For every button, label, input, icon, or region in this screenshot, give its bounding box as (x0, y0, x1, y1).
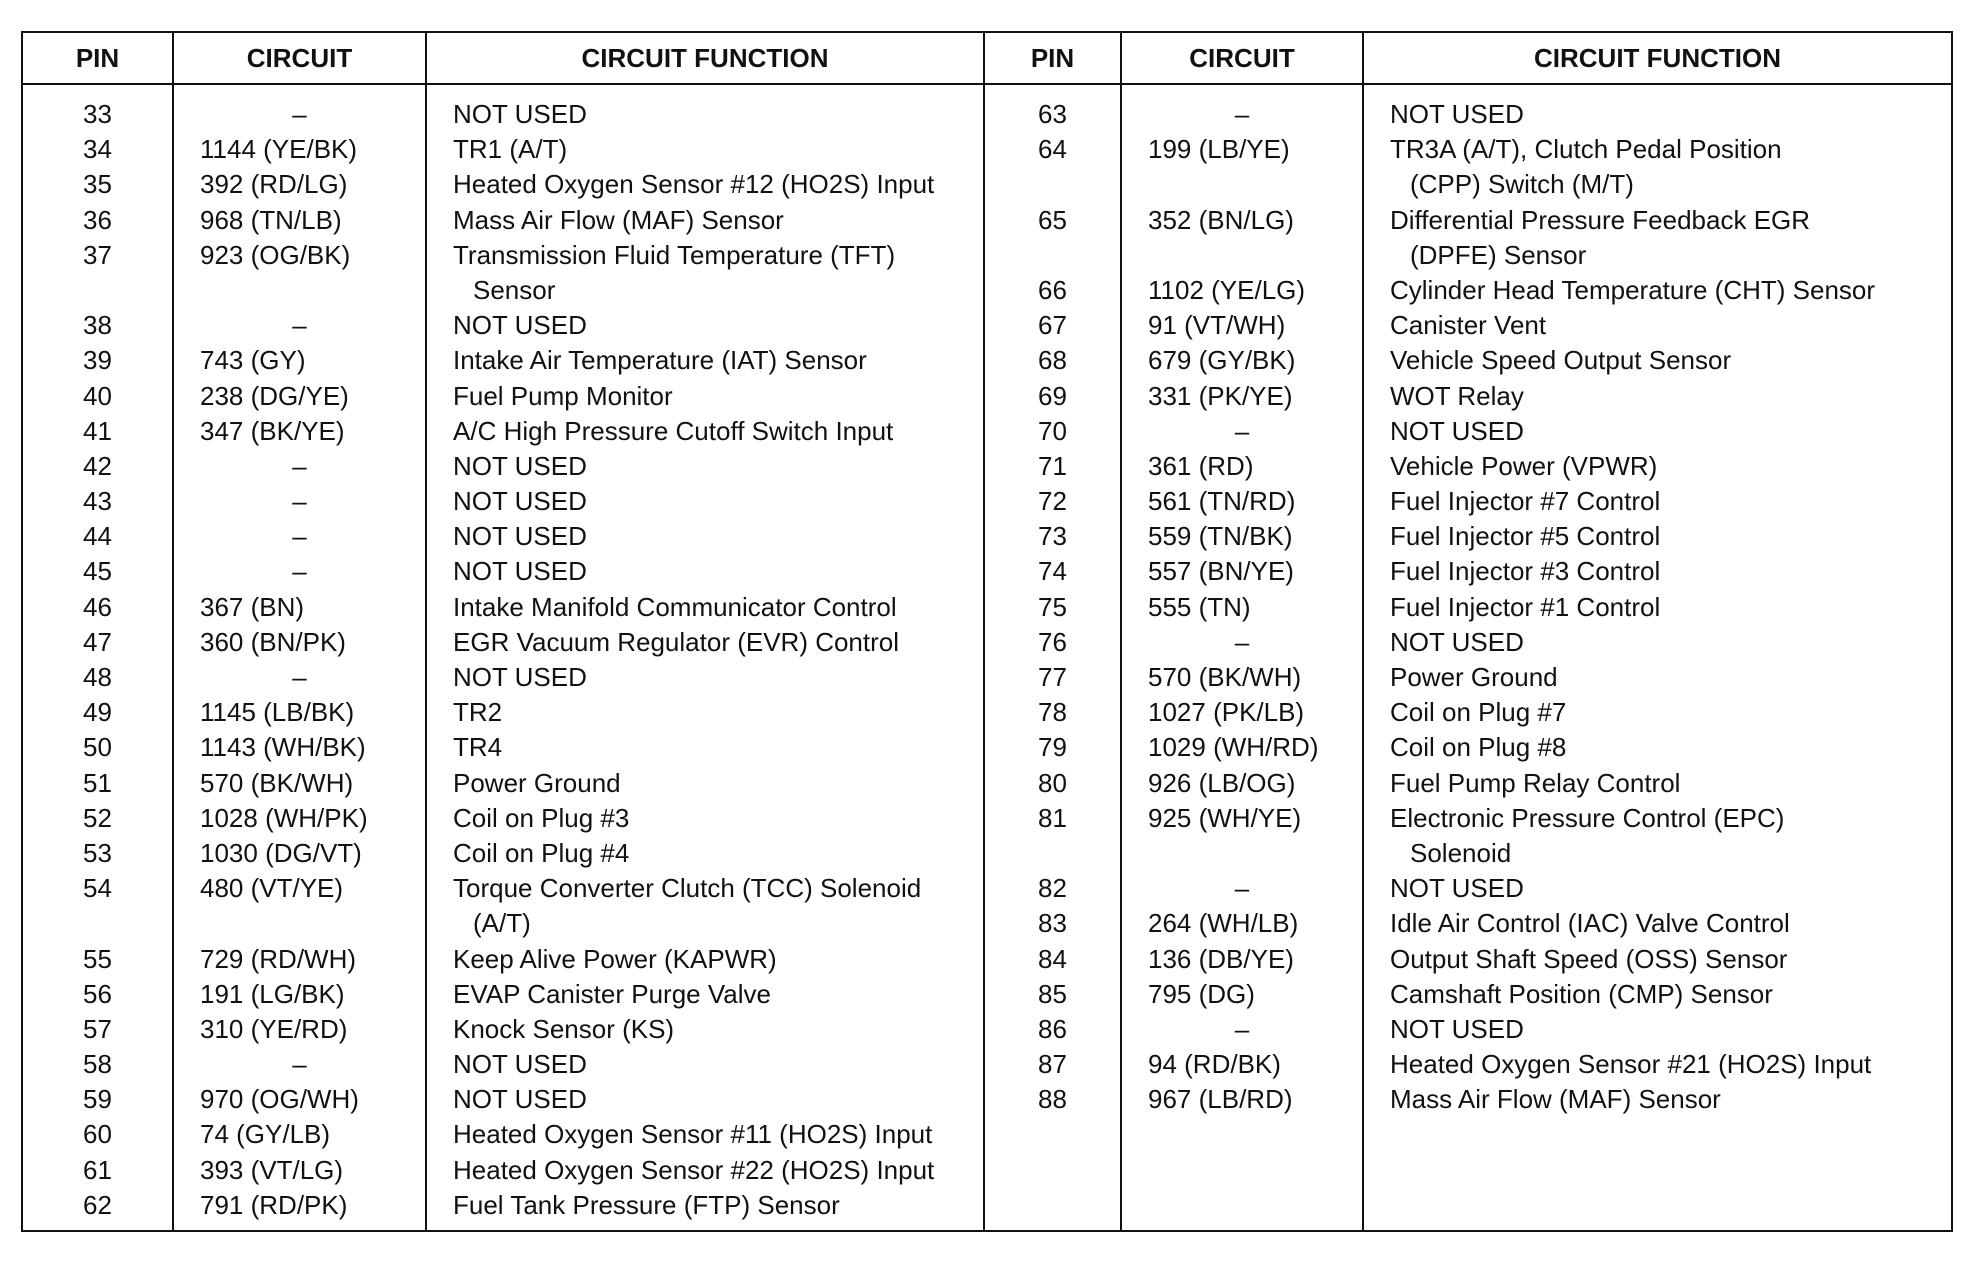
circuit-code: 136 (DB/YE) (1148, 943, 1294, 974)
pin-number: 65 (1038, 204, 1067, 235)
circuit-function: Fuel Injector #7 Control (1390, 486, 1661, 517)
circuit-function: Output Shaft Speed (OSS) Sensor (1390, 943, 1788, 974)
circuit-function: TR4 (453, 732, 503, 763)
circuit-function: TR3A (A/T), Clutch Pedal Position (1390, 134, 1782, 165)
circuit-code: 923 (OG/BK) (200, 239, 351, 270)
circuit-code: 238 (DG/YE) (200, 380, 349, 411)
circuit-code: 1030 (DG/VT) (200, 837, 362, 868)
circuit-code: 1029 (WH/RD) (1148, 732, 1319, 763)
pin-number: 41 (83, 415, 112, 446)
left-pin-column (22, 84, 173, 1231)
circuit-code: 1102 (YE/LG) (1148, 274, 1306, 305)
pin-number: 36 (83, 204, 112, 235)
pin-number: 79 (1038, 732, 1067, 763)
circuit-function: Vehicle Speed Output Sensor (1390, 345, 1732, 376)
pin-number: 55 (83, 943, 112, 974)
right-pin-column (984, 84, 1121, 1231)
circuit-code: – (1234, 99, 1250, 129)
spacer (985, 167, 1120, 202)
circuit-function: Fuel Pump Monitor (453, 380, 673, 411)
pin-number: 48 (83, 662, 112, 692)
circuit-function: NOT USED (453, 662, 587, 692)
circuit-function: Idle Air Control (IAC) Valve Control (1390, 908, 1790, 939)
pin-number: 51 (83, 767, 112, 798)
circuit-function: NOT USED (1390, 99, 1524, 129)
pin-number: 40 (83, 380, 112, 411)
pin-number: 70 (1038, 415, 1067, 446)
circuit-code: – (292, 662, 307, 692)
pin-number: 43 (83, 486, 112, 517)
circuit-code: 925 (WH/YE) (1148, 802, 1302, 833)
circuit-function: Heated Oxygen Sensor #12 (HO2S) Input (453, 169, 935, 200)
circuit-function: EGR Vacuum Regulator (EVR) Control (453, 626, 900, 657)
circuit-function: (CPP) Switch (M/T) (1410, 169, 1634, 200)
circuit-function: Canister Vent (1390, 310, 1547, 341)
circuit-code: 1145 (LB/BK) (200, 697, 355, 728)
circuit-code: 679 (GY/BK) (1148, 345, 1296, 376)
circuit-code: – (292, 1049, 307, 1080)
pin-number: 53 (83, 837, 112, 868)
spacer (23, 273, 172, 308)
circuit-code: 729 (RD/WH) (200, 943, 357, 974)
pin-number: 50 (83, 732, 112, 763)
circuit-code: 1143 (WH/BK) (200, 732, 366, 763)
circuit-function: Knock Sensor (KS) (453, 1013, 675, 1044)
pin-number: 74 (1038, 556, 1067, 587)
pin-number: 33 (83, 99, 112, 129)
circuit-function: Differential Pressure Feedback EGR (1390, 204, 1811, 235)
circuit-code: 570 (BK/WH) (200, 767, 354, 798)
header-row (22, 32, 1952, 84)
circuit-function: A/C High Pressure Cutoff Switch Input (453, 415, 894, 446)
circuit-code: – (292, 486, 307, 517)
circuit-code: 1027 (PK/LB) (1148, 697, 1305, 728)
pin-number: 76 (1038, 626, 1067, 657)
circuit-code: 791 (RD/PK) (200, 1189, 348, 1220)
circuit-code: – (1234, 626, 1250, 657)
circuit-function: NOT USED (1390, 626, 1524, 657)
pin-number: 57 (83, 1013, 112, 1044)
circuit-code: 367 (BN) (200, 591, 305, 622)
pin-number: 73 (1038, 521, 1067, 552)
pin-number: 38 (83, 310, 112, 341)
header-circuit-right: CIRCUIT (1121, 32, 1363, 84)
circuit-function: Fuel Pump Relay Control (1390, 767, 1681, 798)
pin-number: 64 (1038, 134, 1067, 165)
circuit-code: – (1234, 873, 1250, 904)
circuit-code: 360 (BN/PK) (200, 626, 346, 657)
spacer (1122, 167, 1362, 202)
pin-number: 47 (83, 626, 112, 657)
circuit-code: 743 (GY) (200, 345, 306, 376)
circuit-function: NOT USED (453, 556, 587, 587)
spacer (985, 238, 1120, 273)
circuit-function: (DPFE) Sensor (1410, 239, 1587, 270)
circuit-function: Keep Alive Power (KAPWR) (453, 943, 777, 974)
left-function-column (426, 84, 984, 1231)
circuit-function: Fuel Injector #3 Control (1390, 556, 1661, 587)
pin-number: 72 (1038, 486, 1067, 517)
circuit-function: Torque Converter Clutch (TCC) Solenoid (453, 873, 922, 904)
pin-number: 60 (83, 1119, 112, 1150)
pin-number: 62 (83, 1189, 112, 1220)
circuit-function: Fuel Injector #1 Control (1390, 591, 1661, 622)
circuit-code: 1144 (YE/BK) (200, 134, 358, 165)
circuit-code: – (292, 556, 307, 587)
spacer (1122, 836, 1362, 871)
circuit-function: NOT USED (453, 1084, 587, 1115)
circuit-function: Intake Manifold Communicator Control (453, 591, 897, 622)
left-circuit-column (173, 84, 426, 1231)
spacer (23, 906, 172, 941)
circuit-code: 264 (WH/LB) (1148, 908, 1299, 939)
circuit-function: Coil on Plug #4 (453, 837, 630, 868)
circuit-code: – (292, 310, 307, 341)
circuit-function: Coil on Plug #3 (453, 802, 630, 833)
header-pin-left: PIN (22, 32, 173, 84)
circuit-function: Solenoid (1410, 837, 1512, 868)
header-circuit-left: CIRCUIT (173, 32, 426, 84)
pin-number: 46 (83, 591, 112, 622)
circuit-function: NOT USED (453, 486, 587, 517)
circuit-function: NOT USED (453, 99, 587, 129)
circuit-function: Mass Air Flow (MAF) Sensor (453, 204, 784, 235)
circuit-code: 795 (DG) (1148, 978, 1255, 1009)
circuit-code: 347 (BK/YE) (200, 415, 345, 446)
pin-number: 63 (1038, 99, 1067, 129)
pin-number: 44 (83, 521, 112, 552)
circuit-code: 570 (BK/WH) (1148, 662, 1302, 692)
circuit-code: 392 (RD/LG) (200, 169, 348, 200)
circuit-function: Mass Air Flow (MAF) Sensor (1390, 1084, 1721, 1115)
circuit-code: 970 (OG/WH) (200, 1084, 359, 1115)
circuit-function: Camshaft Position (CMP) Sensor (1390, 978, 1773, 1009)
pin-number: 83 (1038, 908, 1067, 939)
circuit-function: Fuel Tank Pressure (FTP) Sensor (453, 1189, 840, 1220)
circuit-function: Transmission Fluid Temperature (TFT) (453, 239, 896, 270)
circuit-function: NOT USED (1390, 1013, 1524, 1044)
circuit-function: TR2 (453, 697, 503, 728)
pin-number: 67 (1038, 310, 1067, 341)
pin-number: 54 (83, 873, 112, 904)
pin-number: 87 (1038, 1049, 1067, 1080)
circuit-code: 191 (LG/BK) (200, 978, 345, 1009)
circuit-function: Intake Air Temperature (IAT) Sensor (453, 345, 867, 376)
circuit-function: Sensor (473, 274, 556, 305)
pin-number: 84 (1038, 943, 1067, 974)
pin-number: 68 (1038, 345, 1067, 376)
circuit-code: 352 (BN/LG) (1148, 204, 1294, 235)
circuit-function: Coil on Plug #8 (1390, 732, 1567, 763)
pin-number: 39 (83, 345, 112, 376)
circuit-function: WOT Relay (1390, 380, 1524, 411)
right-function-column (1363, 84, 1952, 1231)
spacer (174, 273, 425, 308)
circuit-code: 331 (PK/YE) (1148, 380, 1293, 411)
circuit-code: 555 (TN) (1148, 591, 1251, 622)
pin-number: 56 (83, 978, 112, 1009)
circuit-code: 91 (VT/WH) (1148, 310, 1286, 341)
circuit-function: EVAP Canister Purge Valve (453, 978, 771, 1009)
pin-number: 77 (1038, 662, 1067, 692)
circuit-code: 310 (YE/RD) (200, 1013, 348, 1044)
circuit-function: Electronic Pressure Control (EPC) (1390, 802, 1785, 833)
circuit-function: NOT USED (453, 450, 587, 481)
circuit-code: 561 (TN/RD) (1148, 486, 1296, 517)
header-function-right: CIRCUIT FUNCTION (1363, 32, 1952, 84)
spacer (1122, 238, 1362, 273)
header-pin-right: PIN (984, 32, 1121, 84)
pin-number: 37 (83, 239, 112, 270)
right-circuit-column (1121, 84, 1363, 1231)
circuit-function: Cylinder Head Temperature (CHT) Sensor (1390, 274, 1876, 305)
circuit-function: Coil on Plug #7 (1390, 697, 1567, 728)
pin-number: 59 (83, 1084, 112, 1115)
circuit-function: Heated Oxygen Sensor #22 (HO2S) Input (453, 1154, 935, 1185)
circuit-code: 926 (LB/OG) (1148, 767, 1296, 798)
circuit-function: TR1 (A/T) (453, 134, 568, 165)
pin-number: 78 (1038, 697, 1067, 728)
pin-number: 71 (1038, 450, 1067, 481)
pin-number: 34 (83, 134, 112, 165)
circuit-function: Heated Oxygen Sensor #11 (HO2S) Input (453, 1119, 933, 1150)
pin-number: 35 (83, 169, 112, 200)
circuit-code: – (292, 99, 307, 129)
pin-number: 80 (1038, 767, 1067, 798)
pin-number: 69 (1038, 380, 1067, 411)
circuit-code: 199 (LB/YE) (1148, 134, 1290, 165)
circuit-function: NOT USED (453, 521, 587, 552)
pin-number: 52 (83, 802, 112, 833)
circuit-function: (A/T) (473, 908, 531, 939)
pin-number: 49 (83, 697, 112, 728)
pin-circuit-table (21, 31, 1953, 1232)
circuit-code: 559 (TN/BK) (1148, 521, 1293, 552)
circuit-function: NOT USED (453, 1049, 587, 1080)
circuit-code: 94 (RD/BK) (1148, 1049, 1281, 1080)
circuit-code: 480 (VT/YE) (200, 873, 344, 904)
circuit-function: Fuel Injector #5 Control (1390, 521, 1661, 552)
pin-number: 45 (83, 556, 112, 587)
circuit-code: 967 (LB/RD) (1148, 1084, 1293, 1115)
circuit-function: Power Ground (453, 767, 621, 798)
circuit-function: Vehicle Power (VPWR) (1390, 450, 1658, 481)
circuit-code: – (1234, 1013, 1250, 1044)
pin-number: 81 (1038, 802, 1067, 833)
spacer (174, 906, 425, 941)
pin-number: 75 (1038, 591, 1067, 622)
circuit-function: Heated Oxygen Sensor #21 (HO2S) Input (1390, 1049, 1872, 1080)
pin-number: 85 (1038, 978, 1067, 1009)
circuit-code: 1028 (WH/PK) (200, 802, 368, 833)
circuit-code: 361 (RD) (1148, 450, 1254, 481)
pin-number: 88 (1038, 1084, 1067, 1115)
circuit-code: 557 (BN/YE) (1148, 556, 1294, 587)
pin-number: 58 (83, 1049, 112, 1080)
pin-number: 66 (1038, 274, 1067, 305)
circuit-code: 393 (VT/LG) (200, 1154, 344, 1185)
table-body-row (22, 84, 1952, 1231)
spacer (985, 836, 1120, 871)
circuit-function: NOT USED (1390, 873, 1524, 904)
circuit-code: – (1234, 415, 1250, 446)
circuit-code: – (292, 450, 307, 481)
pin-number: 42 (83, 450, 112, 481)
circuit-code: – (292, 521, 307, 552)
pin-number: 61 (83, 1154, 112, 1185)
circuit-function: NOT USED (453, 310, 587, 341)
circuit-code: 74 (GY/LB) (200, 1119, 331, 1150)
circuit-function: NOT USED (1390, 415, 1524, 446)
circuit-function: Power Ground (1390, 662, 1558, 692)
pin-number: 82 (1038, 873, 1067, 904)
circuit-code: 968 (TN/LB) (200, 204, 342, 235)
header-function-left: CIRCUIT FUNCTION (426, 32, 984, 84)
pin-number: 86 (1038, 1013, 1067, 1044)
